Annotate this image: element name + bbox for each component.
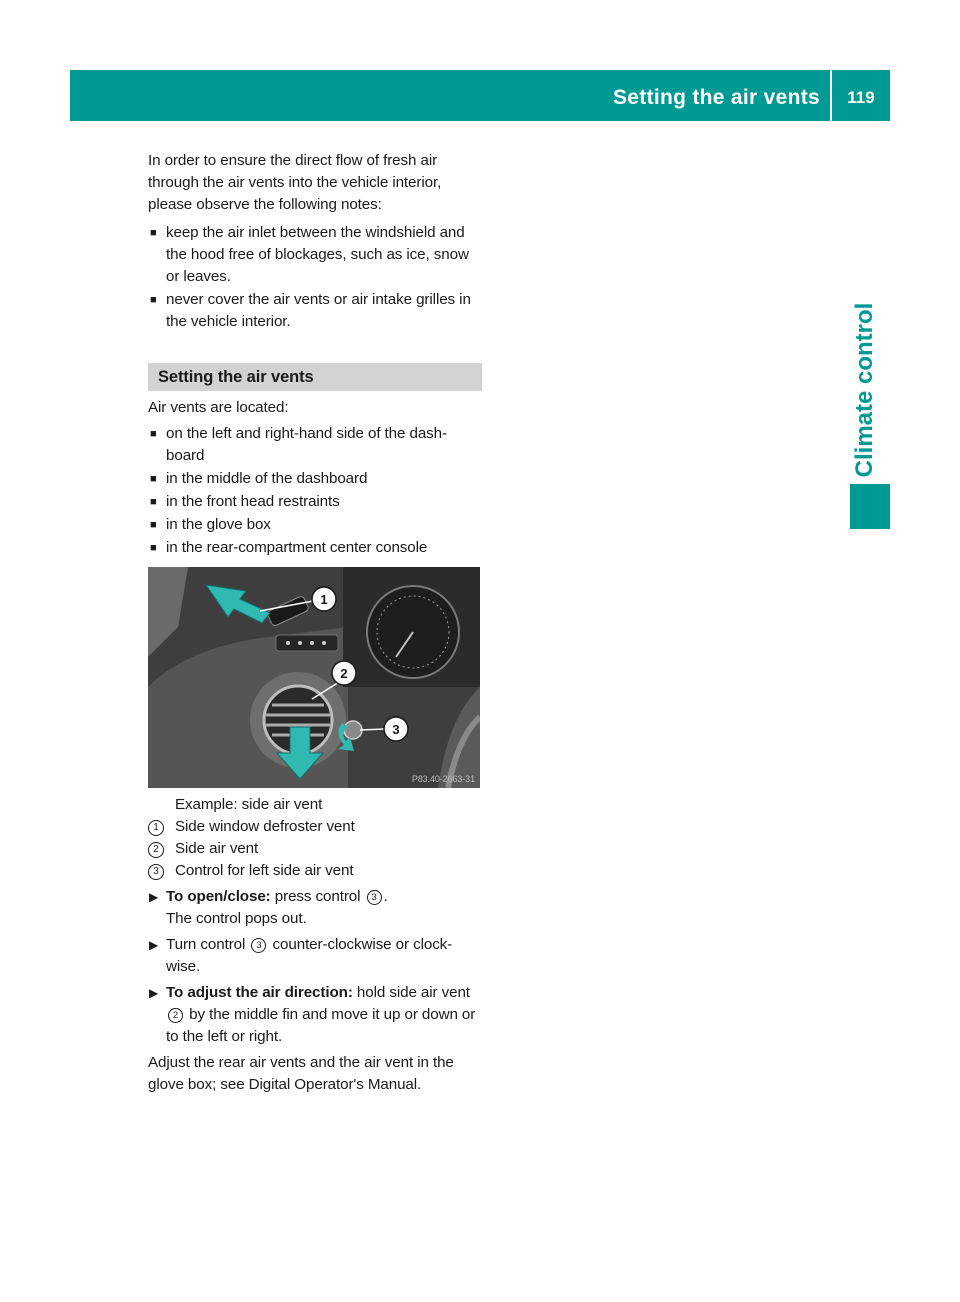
- ref-number: 3: [367, 890, 382, 905]
- bullet-icon: ■: [150, 542, 157, 554]
- svg-text:2: 2: [340, 666, 348, 681]
- header-title: Setting the air vents: [612, 86, 820, 109]
- step-arrow-icon: ▶: [149, 890, 159, 904]
- list-item: ■ in the middle of the dashboard: [148, 468, 482, 490]
- main-column: [148, 150, 482, 1102]
- figure-caption: Example: side air vent: [175, 796, 323, 813]
- ref-number: 2: [168, 1008, 183, 1023]
- svg-text:1: 1: [320, 592, 328, 607]
- callout-3: [384, 717, 408, 741]
- bullet-icon: ■: [150, 428, 157, 440]
- list-item: ■ keep the air inlet between the windshield and the hood free of blockages, such as ice, snow or leaves.: [150, 224, 469, 285]
- bullet-icon: ■: [150, 473, 157, 485]
- legend-number: 1: [148, 820, 164, 836]
- page-header: [70, 70, 890, 121]
- legend-item: 3 Control for left side air vent: [148, 860, 482, 882]
- ref-number: 3: [251, 938, 266, 953]
- svg-text:3: 3: [392, 722, 400, 737]
- locations-list: [148, 423, 482, 559]
- legend-item: 2 Side air vent: [148, 838, 482, 860]
- chapter-tab: [840, 300, 890, 480]
- step-arrow-icon: ▶: [149, 986, 159, 1000]
- footer-paragraph: Adjust the rear air vents and the air vent in the glove box; see Digital Operator's Manual.: [148, 1054, 454, 1093]
- legend-item: 1 Side window defroster vent: [148, 816, 482, 838]
- legend-number: 2: [148, 842, 164, 858]
- list-item: ■ in the glove box: [148, 514, 482, 536]
- bullet-icon: ■: [150, 519, 157, 531]
- list-item: ■ in the front head restraints: [148, 491, 482, 513]
- bullet-icon: ■: [150, 227, 157, 239]
- bullet-icon: ■: [150, 294, 157, 306]
- legend-number: 3: [148, 864, 164, 880]
- instruction-step: ▶ Turn control 3 counter-clockwise or clock- wise.: [149, 936, 453, 975]
- list-item: ■ on the left and right-hand side of the dash- board: [150, 425, 447, 464]
- instruction-step: ▶ To adjust the air direction: hold side air vent 2 by the middle fin and move it up or down or to the left or right.: [149, 984, 476, 1045]
- intro-paragraph: In order to ensure the direct flow of fresh air through the air vents into the vehicle interior, please observe the following notes:: [148, 152, 442, 213]
- side-air-vent-figure: [148, 567, 480, 788]
- step-arrow-icon: ▶: [149, 938, 159, 952]
- list-item: ■ never cover the air vents or air intake grilles in the vehicle interior.: [150, 291, 471, 330]
- chapter-tab-label: Climate control: [851, 302, 878, 478]
- locations-intro: Air vents are located:: [148, 399, 289, 416]
- page-number: 119: [847, 88, 875, 107]
- instruction-step: ▶ To open/close: press control 3 . The control pops out.: [149, 888, 388, 927]
- side-air-vent-illustration: [148, 567, 480, 788]
- callout-2: [332, 661, 356, 685]
- callout-1: [312, 587, 336, 611]
- bullet-icon: ■: [150, 496, 157, 508]
- section-heading: Setting the air vents: [148, 363, 482, 391]
- figure-code: P83.40-2663-31: [411, 774, 475, 784]
- chapter-tab-marker: [850, 484, 890, 529]
- intro-notes-list: [148, 222, 482, 333]
- list-item: ■ in the rear-compartment center console: [148, 537, 482, 559]
